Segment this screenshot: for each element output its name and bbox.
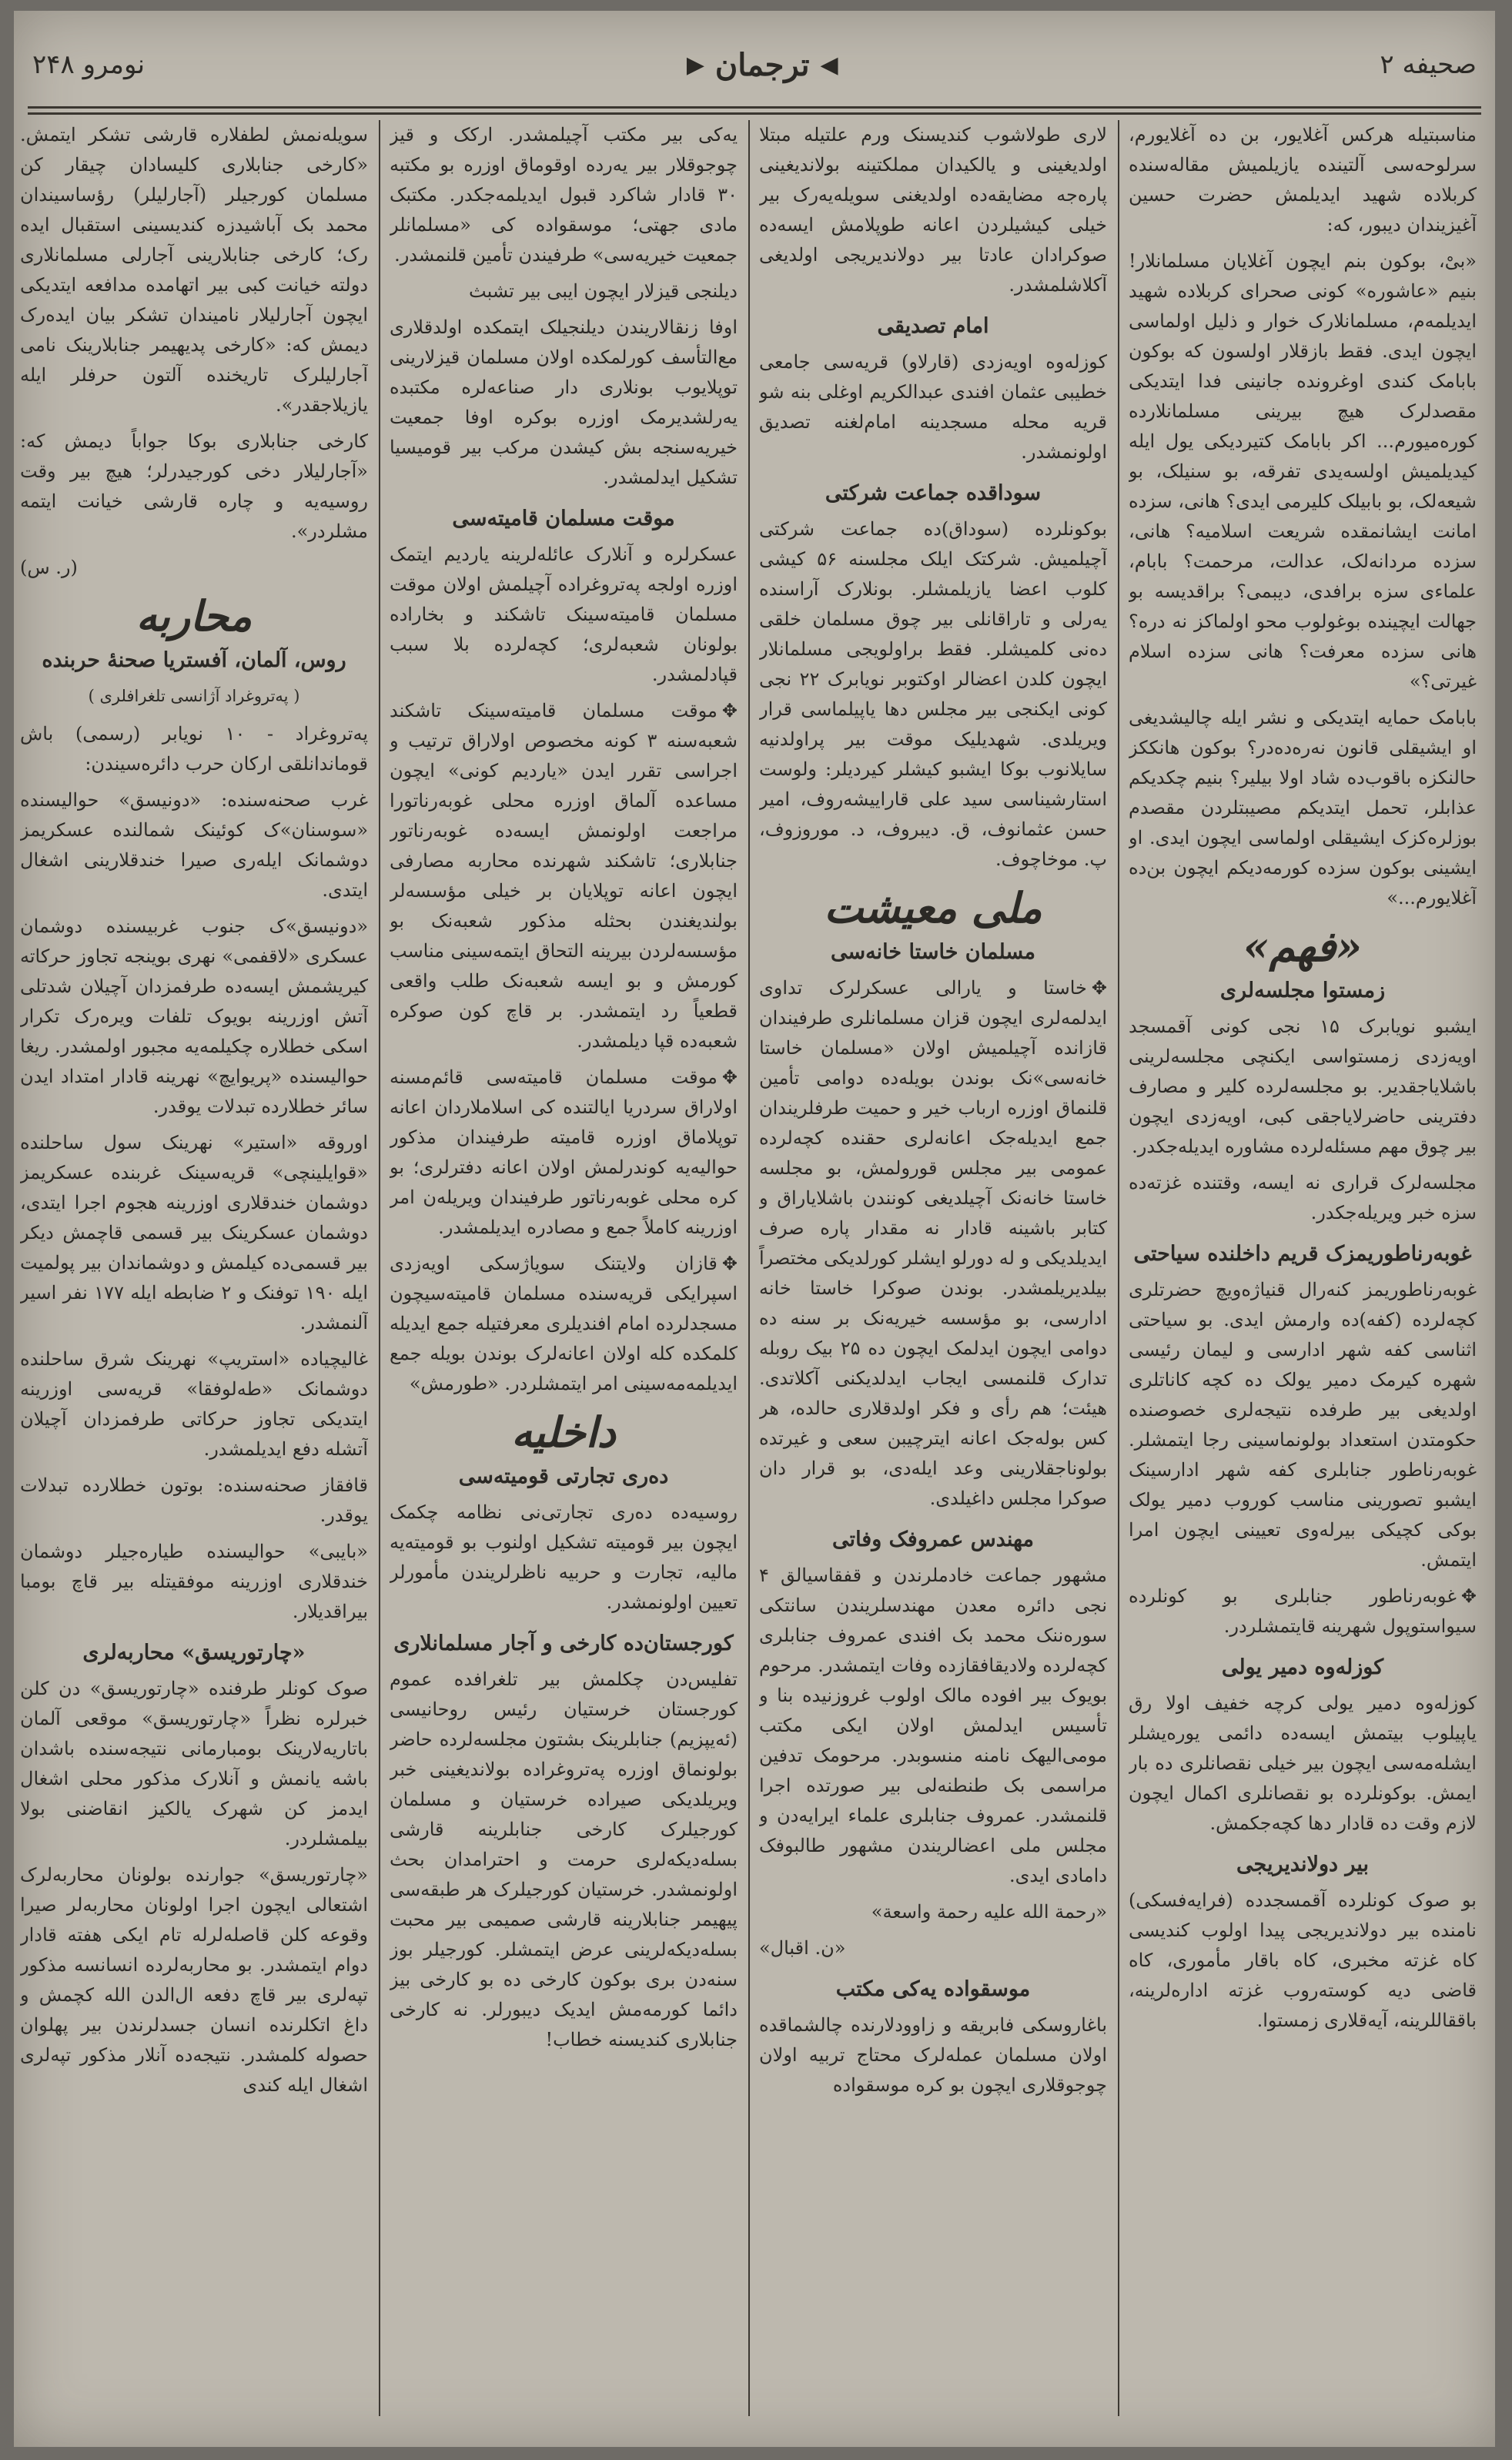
text-run: قازان ولایتنک سویاژسکی اویه‌زدی اسپرایکی قریه‌سنده مسلمان قامیته‌سیچون مسجدلرده امام افندیلری معرفتیله جمع ایدیله کلمکده کله اولان اعانه‌لرک بوندن بویله جمع ایدیلمه‌مه‌سینی امر ایتمشلردر. «طورمش» [390, 1253, 738, 1394]
article-paragraph [20, 1674, 368, 1854]
text-run: محاربه [135, 591, 253, 641]
article-paragraph [20, 785, 368, 905]
article-paragraph [759, 2010, 1107, 2100]
text-run: ملی معیشت [824, 883, 1042, 932]
arrow-right-icon: ◀ [820, 51, 838, 79]
article-headline [1129, 1239, 1477, 1269]
article-headline [390, 1628, 738, 1658]
masthead [32, 28, 1477, 102]
text-run: بابامک حمایه ایتدیکی و نشر ایله چالیشدیغی او ایشیقلی قانون نه‌ره‌ده‌در؟ بوکون هانککز حالنکزه باقوب‌ده شاد اولا بیلیر؟ بنیم چکدیکم عذابلر، تحمل ایتدیکم مصیبتلردن مقصدم بوزلره‌کزک ایشیقلی اولماسی ایچون ایدی. او ایشینی بوکون سزده کورمه‌دیکم ایچون بن‌ده آغلایورم...» [1129, 707, 1477, 909]
article-paragraph [1129, 1581, 1477, 1642]
article-headline [390, 504, 738, 534]
fleuron-icon: ✥ [1091, 977, 1107, 999]
text-run: زمستوا مجلسه‌لری [1219, 979, 1386, 1002]
column-divider [379, 120, 380, 2416]
article-paragraph [390, 1249, 738, 1399]
column-divider [1118, 120, 1119, 2416]
text-run: «ن. اقبال» [759, 1937, 846, 1959]
arrow-left-icon: ▶ [686, 51, 704, 79]
text-run: مهندس عمروفک وفاتی [832, 1528, 1034, 1551]
fleuron-icon: ✥ [721, 700, 738, 721]
newspaper-page [14, 11, 1495, 2447]
article-subheadline [20, 681, 368, 711]
article-paragraph [1129, 1275, 1477, 1575]
text-run: موقت مسلمان قامیته‌سینک تاشکند شعبه‌سنه ۳ کونه مخصوص اولاراق ترتیب و اجراسی تقرر ایدن «یاردیم کونی» ایچون مساعده آلماق اوزره محلی غوبه‌رناتورا مراجعت اولونمش ایسه‌ده غوبه‌رناتور جنابلاری؛ تاشکند شهرنده محاربه مصارفی ایچون اعانه توپلایان بر خیلی مؤسسه‌لر بولندیغندن بحثله مذکور شعبه‌نک بو مؤسسه‌لردن بیرینه التحاق ایتمه‌سینی مناسب کورمش و بو ایسه شعبه‌نک طلب واقعی قطعیاً رد ایتمشدر. بر قاچ کون صوکره شعبه‌ده قپا دیلمشدر. [390, 700, 738, 1052]
text-run: باغاروسکی فابریقه و زاوودلارنده چالشماقده اولان مسلمان عمله‌لرک محتاج تربیه اولان چوجوقلاری ایچون بو کره موسقواده [759, 2014, 1107, 2096]
text-run: مناسبتیله هرکس آغلایور، بن ده آغلایورم، سرلوحه‌سی آلتینده یازیلمیش مقاله‌سنده کربلاده شهید ایدیلمش حضرت حسین آغیزیندان دیبور، که: [1129, 124, 1477, 236]
text-run: خاستا و یارالی عسکرلرک تداوی ایدلمه‌لری ایچون قزان مسلمانلری طرفیندان قازانده آچیلمیش اولان «مسلمان خاستا خانه‌سی»نک بوندن بویله‌ده دوامی تأمین قلنماق اوزره ارباب خیر و حمیت طرفلریندان جمع ایدیله‌جک اعانه‌لری حقنده کچه‌لرده عمومی بیر مجلس قورولمش، بو مجلسه خاستا خانه‌نک آچیلدیغی کونندن باشلایاراق و کتابر باشینه قادار نه مقدار پاره صرف ایدیلدیکی و له دورلو ایشلر کورلدیکی مختصراً بیلدیریلمشدر. بوندن صوکرا خاستا خانه ادارسی، بو مؤسسه خیریه‌نک بر سنه ده دوامی ایچون ایدلمک ایچون ده ۲۵ بیک روبله تدارک قلنمسی ایجاب ایدلدیکنی آکلاتدی. هیئت؛ هم رأی و فکر اولدقلاری حالده، هر کس بوله‌جک اعانه ایترچیبن سعی و غیرتده بولوناجقلارینی وعد ایله‌دی، بو قرار دان صوکرا مجلس داغیلدی. [759, 977, 1107, 1509]
text-run: غوبه‌رناطور جنابلری بو کونلرده سیواستوپول شهرینه قایتمشلردر. [1129, 1585, 1477, 1637]
article-paragraph [759, 1561, 1107, 1891]
text-run: امام تصدیقی [877, 314, 989, 338]
article-paragraph [759, 120, 1107, 300]
section-heading [20, 591, 368, 641]
article-signature [759, 1933, 1107, 1963]
fleuron-icon: ✥ [721, 1066, 738, 1088]
text-run: کوزله‌وه دمیر یولی کرچه خفیف اولا رق یاپیلوب بیتمش ایسه‌ده دائمی یوره‌یشلر ایشله‌مه‌سی ایچون بیر خیلی نقصانلری ده بار ایمش. بوکونلرده بو نقصانلری اکمال ایچون لازم وقت ده قادار دها کچه‌جکمش. [1129, 1692, 1477, 1834]
article-paragraph [1129, 703, 1477, 913]
text-run: بیر دولاندیریجی [1236, 1853, 1369, 1876]
article-headline [759, 1525, 1107, 1555]
column-1 [1129, 120, 1477, 2416]
section-heading [759, 883, 1107, 932]
text-run: «بایبی» حوالیسنده طیاره‌جیلر دوشمان خندقلاری اوزرینه موفقیتله بیر قاچ بومبا بیراقدیلار. [20, 1541, 368, 1622]
article-paragraph [20, 1537, 368, 1627]
column-2 [759, 120, 1107, 2416]
article-paragraph [390, 696, 738, 1056]
article-paragraph [20, 1860, 368, 2100]
article-paragraph [390, 540, 738, 690]
article-headline [759, 311, 1107, 341]
header-rule-bottom [28, 112, 1481, 115]
text-run: تفلیس‌دن چکلمش بیر تلغرافده عموم کورجستان خرستیان رئیس روحانیسی (ئه‌یپزیم) جنابلرینک بشتون مجلسه‌لرده حاضر بولونماق اوزره په‌تروغراده بولاندیغینی خبر ویریلدیکی صیراده خرستیان و مسلمان کورجیلرک کارخی جنابلرینه قارشی بسله‌دیکه‌لری حرمت و احترامدان بحث اولونمشدر. خرستیان کورجیلرک هر طبقه‌سی پیهیمر جنابلارینه قارشی صمیمی بیر محبت بسله‌دیکه‌لرینی عرض ایتمشلر. کورجیلر بوز سنه‌دن بری بوکون کارخی ده بو کارخی بیز دائما کورمه‌مش ایدیک دیبورلر. نه کارخی جنابلاری کندیسنه خطاب! [390, 1668, 738, 2050]
issue-number: نومرو ۲۴۸ [32, 49, 146, 80]
article-paragraph [20, 1344, 368, 1464]
article-paragraph [390, 1498, 738, 1618]
text-run: کوزله‌وه اویه‌زدی (قارلاو) قریه‌سی جامعی خطیبی عثمان افندی عبدالکریم اوغلی بنه شو قریه محله مسجدینه امام‌لغنه تصدیق اولونمشدر. [759, 351, 1107, 463]
text-run: صوک کونلر طرفنده «چارتوریسق» دن کلن خبرلره نظراً «چارتوریسق» موقعی آلمان باتاریه‌لارینک بومبارمانی نتیجه‌سنده باشدان باشه یانمش و آنلارک مذکور محلی اشغال ایدمز کن شهرک یالکیز انقاضنی بولا بیلمشلردر. [20, 1678, 368, 1849]
text-run: «بیْ، بوکون بنم ایچون آغلایان مسلمانلار! بنیم «عاشوره» کونی صحرای کربلاده شهید ایدیلمه‌م، مسلمانلارک خوار و ذلیل اولماسی ایچون ایدی. فقط بازقلار اولسون که بوکون بابامک کندی اوغرونده جانینی فدا ایتدیکی مقصدلرک هیچ بیرینی مسلمانلارده کوره‌میورم... اکر بابامک کتیردیکی یول ایله کیدیلمیش اولسه‌یدی تفرقه، بو سنیلک، بو شیعه‌لک، بو بابیلک کلیرمی ایدی؟ هانی، سزده امانت ایشانمقده شریعت اسلامیه؟ هانی، سزده مردانه‌لک، عدالت، مرحمت؟ بابام، علماءی سزه برافدی، دیبمی؟ براقدیسه بو جهالت ایچینده بوغولوب محو اولماکز نه دره؟ هانی سزده معرفت؟ هانی سزده اسلام غیرتی؟» [1129, 250, 1477, 692]
section-heading [390, 1407, 738, 1457]
text-run: سویله‌نمش لطفلاره قارشی تشکر ایتمش. «کارخی جنابلاری کلیسادان چیقار کن مسلمان کورجیلر (آجارلیلر) رؤساسیندان محمد بک آباشیدزه کندیسینی استقبال ایده رک؛ کارخی جنابلارینی آجارلی مسلمانلاری دولته خیانت کبی بیر اتهامده مدافعه ایتدیکی ایچون آجارلیلار نامیندان تشکر بیان ایده‌رک دیمش که: «کارخی پدیهیمر جنابلارینک نامی آجارلیلرک تاریخنده آلتون حرفلر ایله یازیلاجقدر». [20, 124, 368, 416]
article-paragraph [20, 719, 368, 779]
text-run: داخلیه [511, 1407, 616, 1457]
text-run: «چارتوریسق» محاربه‌لری [82, 1641, 306, 1665]
fleuron-icon: ✥ [1460, 1585, 1477, 1607]
text-run: قافقاز صحنه‌سنده: بوتون خطلارده تبدلات یوقدر. [20, 1474, 368, 1526]
article-paragraph [20, 427, 368, 547]
article-paragraph [1129, 1886, 1477, 2036]
article-paragraph [1129, 1168, 1477, 1228]
masthead-title-group [687, 47, 838, 83]
text-run: کورجستان‌ده کارخی و آجار مسلمانلاری [393, 1632, 734, 1655]
fleuron-icon: ✥ [721, 1253, 738, 1274]
article-paragraph [1129, 246, 1477, 697]
text-run: غوبه‌رناطوریمزک قریم داخلنده سیاحتی [1133, 1242, 1472, 1266]
article-headline [390, 1461, 738, 1491]
column-3 [390, 120, 738, 2416]
text-run: اوفا زنقالاریندن دیلنجیلک ایتمکده اولدقلاری مع‌التأسف کورلمکده اولان مسلمان قیزلارینی توپلایوب بونلاری دار صناعه‌لره مکتبده یه‌رلشدیرمک اوزره بوکره اوفا جمعیت خیریه‌سنجه بش کیشدن مرکب بیر قومیسیا تشکیل ایدلمشدر. [390, 316, 738, 488]
text-run: موقت مسلمان قامیته‌سی قائم‌مسنه اولاراق سردریا ایالتنده کی اسلاملاردان اعانه توپلاماق اوزره قامیته طرفیندان مذکور حوالیه‌یه کوندرلمش اولان اعانه دفترلری؛ بو کره محلی غوبه‌رناتور طرفیندان ویریله‌ن امر اوزرینه کاملاً جمع و مصادره ایدیلمشدر. [390, 1066, 738, 1238]
article-paragraph [20, 1471, 368, 1531]
text-run: عسکرلره و آنلارک عائله‌لرینه یاردیم ایتمک اوزره اولجه په‌تروغراده آچیلمش اولان موقت مسلمان قامیته‌سینک تاشکند و بخاراده بولونان شعبه‌لری؛ کچه‌لرده بلا سبب قپادلمشدر. [390, 544, 738, 685]
text-run: یه‌کی بیر مکتب آچیلمشدر. ارکک و قیز چوجوقلار بیر یه‌رده اوقوماق اوزره بو مکتبه ۳۰ قادار شاکرد قبول ایدیلمه‌جکدر. مکتبک مادی جهتی؛ موسقواده کی «مسلمانلر جمعیت خیریه‌سی» طرفیندن تأمین قلنمشدر. [390, 124, 738, 266]
text-run: غالیچیاده «استریپ» نهرینک شرق ساحلنده دوشمانک «طه‌لوفقا» قریه‌سی اوزرینه ایتدیکی تجاوز حرکاتی طرفمزدان آچیلان آتشله دفع ایدیلمشدر. [20, 1348, 368, 1460]
text-run: روسیه‌ده ده‌ری تجارتی‌نی نظامه چکمک ایچون بیر قومیته تشکیل اولنوب بو قومیته‌یه مالیه، تجارت و حربیه ناظرلریندن مأمورلر تعیین اولونمشدر. [390, 1501, 738, 1613]
text-run: روس، آلمان، آفستریا صحنهٔ حربنده [42, 648, 346, 672]
article-paragraph [1129, 1012, 1477, 1162]
column-divider [748, 120, 750, 2416]
text-run: دیلنجی قیزلار ایچون ایبی بیر تشبث [469, 280, 738, 302]
article-paragraph [20, 912, 368, 1122]
text-run: اوروقه «استیر» نهرینک سول ساحلنده «قوایلینچی» قریه‌سینک غربنده عسکریمز دوشمان خندقلاری اوزرینه هجوم اجرا ایتدی، دوشمان عسکرینک بیر قسمی قاچمش دیکر بیر قسمی‌ده کیلمش و دوشماندان بیر پولمیت ایله ۱۹۰ توفنک و ۲ ضابطه ایله ۱۷۷ نفر اسیر آلنمشدر. [20, 1132, 368, 1334]
text-run: بو صوک کونلرده آقمسجدده (فرایه‌فسکی) نامنده بیر دولاندیریجی پیدا اولوب کندیسی کاه غزته مخبری، کاه باقار مأموری، کاه قاضی دیه کوسته‌روب غزته اداره‌لرینه، باققاللرینه، آیه‌قلاری زمستوا. [1129, 1889, 1477, 2031]
text-run: بوکونلرده (سوداق)ده جماعت شرکتی آچیلمیش. شرکتک ایلک مجلسنه ۵۶ کیشی کلوب اعضا یازیلمشلر. بونلارک آراسنده یه‌رلی و تاراقانلی بیر چوق مسلمان خلقی ده‌نی کلمیشلر. فقط براولویجی مسلمانلار ایچون کلدن اعضالر اوکتوبر نویابرک ۲۲ نجی کونی ایکنجی بیر مجلس دها یاپیلماسی قرار ویریلدی. شهدیلیک موقت بیر پراولدنیه سایلانوب بوکا ایشبو کیشلر کیردیلر: ولوست استارشیناسی سید علی قاراییشه‌روف، امیر حسن عثمانوف، ق. دیبروف، د. موروزوف، پ. موخاچوف. [759, 518, 1107, 870]
article-paragraph [390, 276, 738, 306]
column-4 [20, 120, 368, 2416]
text-run: ایشبو نویابرک ۱۵ نجی کونی آقمسجد اویه‌زدی زمستواسی ایکنچی مجلسه‌لرینی باشلایاجقدیر. بو مجلسه‌لرده کلیر و مصارف دفترینی حاضرلایاجقی کبی، اویه‌زدی ایچون بیر چوق مهم مسئله‌لرده مشاوره ایدیله‌جکدر. [1129, 1016, 1477, 1157]
article-paragraph [20, 1128, 368, 1338]
article-paragraph [390, 1665, 738, 2055]
text-run: په‌تروغراد - ۱۰ نویابر (رسمی) باش قوماندانلقی ارکان حرب دائره‌سیندن: [20, 723, 368, 775]
text-run: مسلمان خاستا خانه‌سی [831, 940, 1035, 964]
text-run: «فهم» [1243, 922, 1363, 971]
article-headline [1129, 1652, 1477, 1682]
article-paragraph [390, 1063, 738, 1243]
text-run: ده‌ری تجارتی قومیته‌سی [458, 1464, 669, 1488]
header-rule-top [28, 106, 1481, 109]
text-run: غوبه‌رناطوریمز کنه‌رال قنیاژه‌ویچ حضرتلری کچه‌لرده (کفه)ده وارمش ایدی. بو سیاحتی اثناسی کفه شهر ادارسی و لیمان رئیسی شهره کیرمک دمیر یولک ده کچه کاناتلری اولدیغی بیر طرفده نتیجه‌لری خصوصنده حکومتدن استعداد بولونماسینی رجا ایتمشلر. غوبه‌رناطور جنابلری کفه شهر ادارسینک ایشبو تصورینی مناسب کوروب دمیر یولک بوکی کچیکی بیرله‌وی تعیینی ایچون امرا ایتمش. [1129, 1279, 1477, 1571]
article-paragraph [390, 120, 738, 270]
article-paragraph [20, 120, 368, 420]
text-run: غرب صحنه‌سنده: «دونیسق» حوالیسنده «سوسنان»ک کوئینک شمالنده عسکریمز دوشمانک ایله‌ری صیرا خندقلارینی اشغال ایتدی. [20, 789, 368, 901]
text-run: «چارتوریسق» جوارنده بولونان محاربه‌لرک اشتعالی ایچون اجرا اولونان محاربه‌لر صیرا وقوعه کلن قاصله‌لرله تام ایکی هفته قادار دوام ایتمشدر. بو محاربه‌لرده انسانسه مذکور تپه‌لری بیر قاچ دفعه ال‌الدن الله کچمش و داغ اتکلرنده انسان جسدلرندن بیر پهلوان حصوله کلمشدر. نتیجه‌ده آنلار مذکور تپه‌لری اشغال ایله کندی [20, 1864, 368, 2096]
article-headline [759, 478, 1107, 508]
newspaper-title: ترجمان [714, 46, 810, 83]
text-run: مجلسه‌لرک قراری نه ایسه، وقتنده غزته‌ده سزه خبر ویریله‌جکدر. [1129, 1172, 1477, 1223]
page-label: صحیفه ۲ [1380, 49, 1477, 80]
text-run: (ر. س) [20, 557, 78, 578]
article-headline [759, 1974, 1107, 2004]
article-paragraph [759, 973, 1107, 1514]
article-paragraph [390, 313, 738, 493]
article-paragraph [759, 1897, 1107, 1927]
article-headline [1129, 976, 1477, 1006]
article-headline [20, 1638, 368, 1668]
text-run: «دونیسق»ک جنوب غربیسنده دوشمان عسکری «لاقفمی» نهری بوینجه تجاوز حرکاته کیریشمش ایسه‌ده طرفمزدان آچیلان شدتلی آتش اوزرینه بویوک تلفات ویره‌رک تکرار اسکی خطلاره چکیلمه‌یه مجبور اولمشدر. ریغا حوالیسنده «پریوایچ» نهرینه قادار امتداد ایدن سائر خطلارده تبدلات یوقدر. [20, 915, 368, 1117]
article-headline [1129, 1849, 1477, 1879]
article-signature [20, 553, 368, 583]
text-run: لاری طولاشوب کندیسنک ورم علتیله مبتلا اولدیغینی و یالکیدان مملکتینه بولاندیغینی پاره‌جه مضایقه‌ده اولدیغنی سویله‌یه‌رک بیر خیلی کیشیلردن اعانه طوپلامش ایسه‌ده صوکرادان عادتا بیر دولاندیریجی اولدیغی آکلاشلمشدر. [759, 124, 1107, 296]
section-heading [1129, 922, 1477, 971]
text-run: موسقواده یه‌کی مکتب [835, 1977, 1031, 2001]
text-run: سوداقده جماعت شرکتی [825, 481, 1042, 505]
text-run: «رحمة الله علیه رحمة واسعة» [871, 1901, 1107, 1923]
article-paragraph [1129, 120, 1477, 240]
text-run: موقت مسلمان قامیته‌سی [452, 507, 675, 530]
article-headline [759, 937, 1107, 967]
article-headline [20, 645, 368, 675]
text-run: کوزله‌وه دمیر یولی [1221, 1655, 1384, 1679]
article-paragraph [759, 347, 1107, 467]
article-paragraph [1129, 1689, 1477, 1839]
text-run: کارخی جنابلاری بوکا جواباً دیمش که: «آجارلیلار دخی کورجیدرلر؛ هیچ بیر وقت روسیه‌یه و چاره قارشی خیانت ایتمه مشلردر». [20, 430, 368, 542]
text-run: مشهور جماعت خادملرندن و قفقاسیالق ۴ نجی دائره معدن مهندسلریندن سانتکی سوره‌ننک محمد بک افندی عمروف جنابلری کچه‌لرده ولادیقافقازده وفات ایتمشدر. مرحوم بویوک بیر افوده مالک اولوب غروزنیده بنا و تأسیس ایدلمش اولان ایکی مکتب مومی‌الیهک نامنه منسوبدر. مرحومک تدفین مراسمی بک طنطنه‌لی بیر صورتده اجرا قلنمشدر. عمروف جنابلری علماء ایرایه‌دن و مجلس ملی اعضالریندن مشهور طالبوفک دامادی ایدی. [759, 1565, 1107, 1886]
text-run: ( په‌تروغراد آژانسی تلغرافلری ) [88, 687, 300, 705]
article-paragraph [759, 514, 1107, 875]
